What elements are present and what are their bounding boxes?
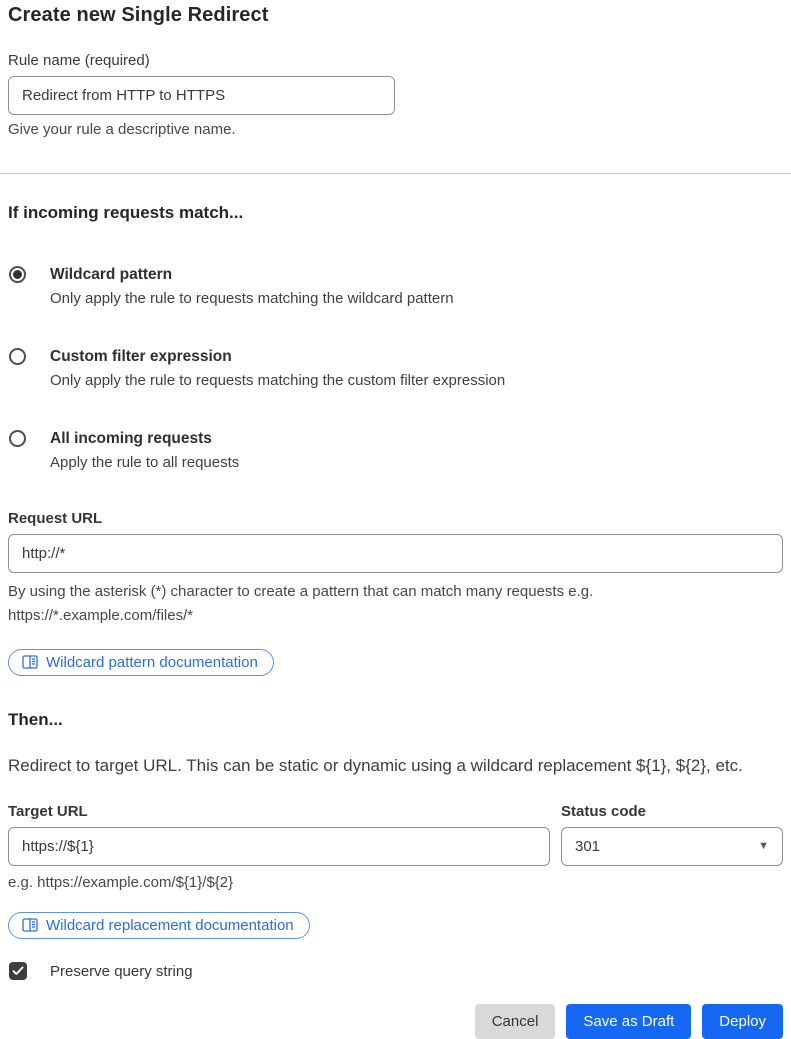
rule-name-label: Rule name (required): [8, 52, 150, 69]
radio-custom-filter-expression-label: Custom filter expression: [50, 348, 232, 365]
request-url-help: [8, 580, 778, 628]
radio-all-incoming-requests-description: Apply the rule to all requests: [50, 454, 240, 471]
open-book-icon: [22, 918, 38, 932]
radio-custom-filter-expression-description: Only apply the rule to requests matching the custom filter expression: [50, 372, 506, 389]
wildcard-pattern-documentation-button[interactable]: [8, 649, 274, 676]
footer-actions: [8, 1004, 783, 1039]
request-url-input[interactable]: [8, 534, 783, 573]
rule-name-help: Give your rule a descriptive name.: [8, 121, 236, 138]
check-icon: [12, 966, 24, 976]
wildcard-replacement-documentation-label: Wildcard replacement documentation: [46, 916, 294, 934]
then-section-heading: Then...: [8, 710, 63, 729]
save-as-draft-button[interactable]: Save as Draft: [566, 1004, 691, 1039]
deploy-button[interactable]: Deploy: [702, 1004, 783, 1039]
request-url-help-line2: https://*.example.com/files/*: [8, 607, 194, 624]
status-code-selected-value: 301: [575, 838, 601, 855]
rule-name-input[interactable]: [8, 76, 395, 115]
checkbox-checked[interactable]: [9, 962, 27, 980]
open-book-icon: [22, 655, 38, 669]
status-code-select[interactable]: [561, 827, 783, 866]
radio-custom-filter-expression[interactable]: [8, 346, 783, 391]
radio-unselected-icon[interactable]: [9, 430, 26, 447]
match-section-heading: If incoming requests match...: [8, 203, 244, 222]
target-url-label: Target URL: [8, 803, 88, 820]
wildcard-replacement-documentation-button[interactable]: [8, 912, 310, 939]
then-section-description: Redirect to target URL. This can be static or dynamic using a wildcard replacement ${1}, ${2}, etc.: [8, 756, 743, 775]
radio-wildcard-pattern-label: Wildcard pattern: [50, 266, 173, 283]
request-url-help-line1: By using the asterisk (*) character to create a pattern that can match many requests e.g.: [8, 583, 594, 600]
preserve-query-string-label: Preserve query string: [50, 962, 193, 980]
radio-unselected-icon[interactable]: [9, 348, 26, 365]
radio-wildcard-pattern[interactable]: [8, 264, 783, 309]
chevron-down-icon: ▼: [758, 840, 769, 852]
target-url-input[interactable]: [8, 827, 550, 866]
radio-all-incoming-requests[interactable]: [8, 428, 783, 473]
target-url-help: e.g. https://example.com/${1}/${2}: [8, 874, 234, 891]
radio-selected-icon[interactable]: [9, 266, 26, 283]
status-code-label: Status code: [561, 803, 647, 820]
section-divider: [0, 173, 791, 174]
match-type-radio-group: [8, 264, 783, 473]
radio-wildcard-pattern-description: Only apply the rule to requests matching the wildcard pattern: [50, 290, 454, 307]
wildcard-pattern-documentation-label: Wildcard pattern documentation: [46, 653, 258, 671]
radio-all-incoming-requests-label: All incoming requests: [50, 430, 212, 447]
cancel-button[interactable]: Cancel: [475, 1004, 556, 1039]
request-url-label: Request URL: [8, 510, 103, 527]
target-status-labels-row: [8, 803, 783, 820]
page-title: Create new Single Redirect: [8, 4, 269, 26]
target-status-inputs-row: [8, 827, 783, 866]
preserve-query-string-checkbox-row[interactable]: [8, 962, 783, 980]
